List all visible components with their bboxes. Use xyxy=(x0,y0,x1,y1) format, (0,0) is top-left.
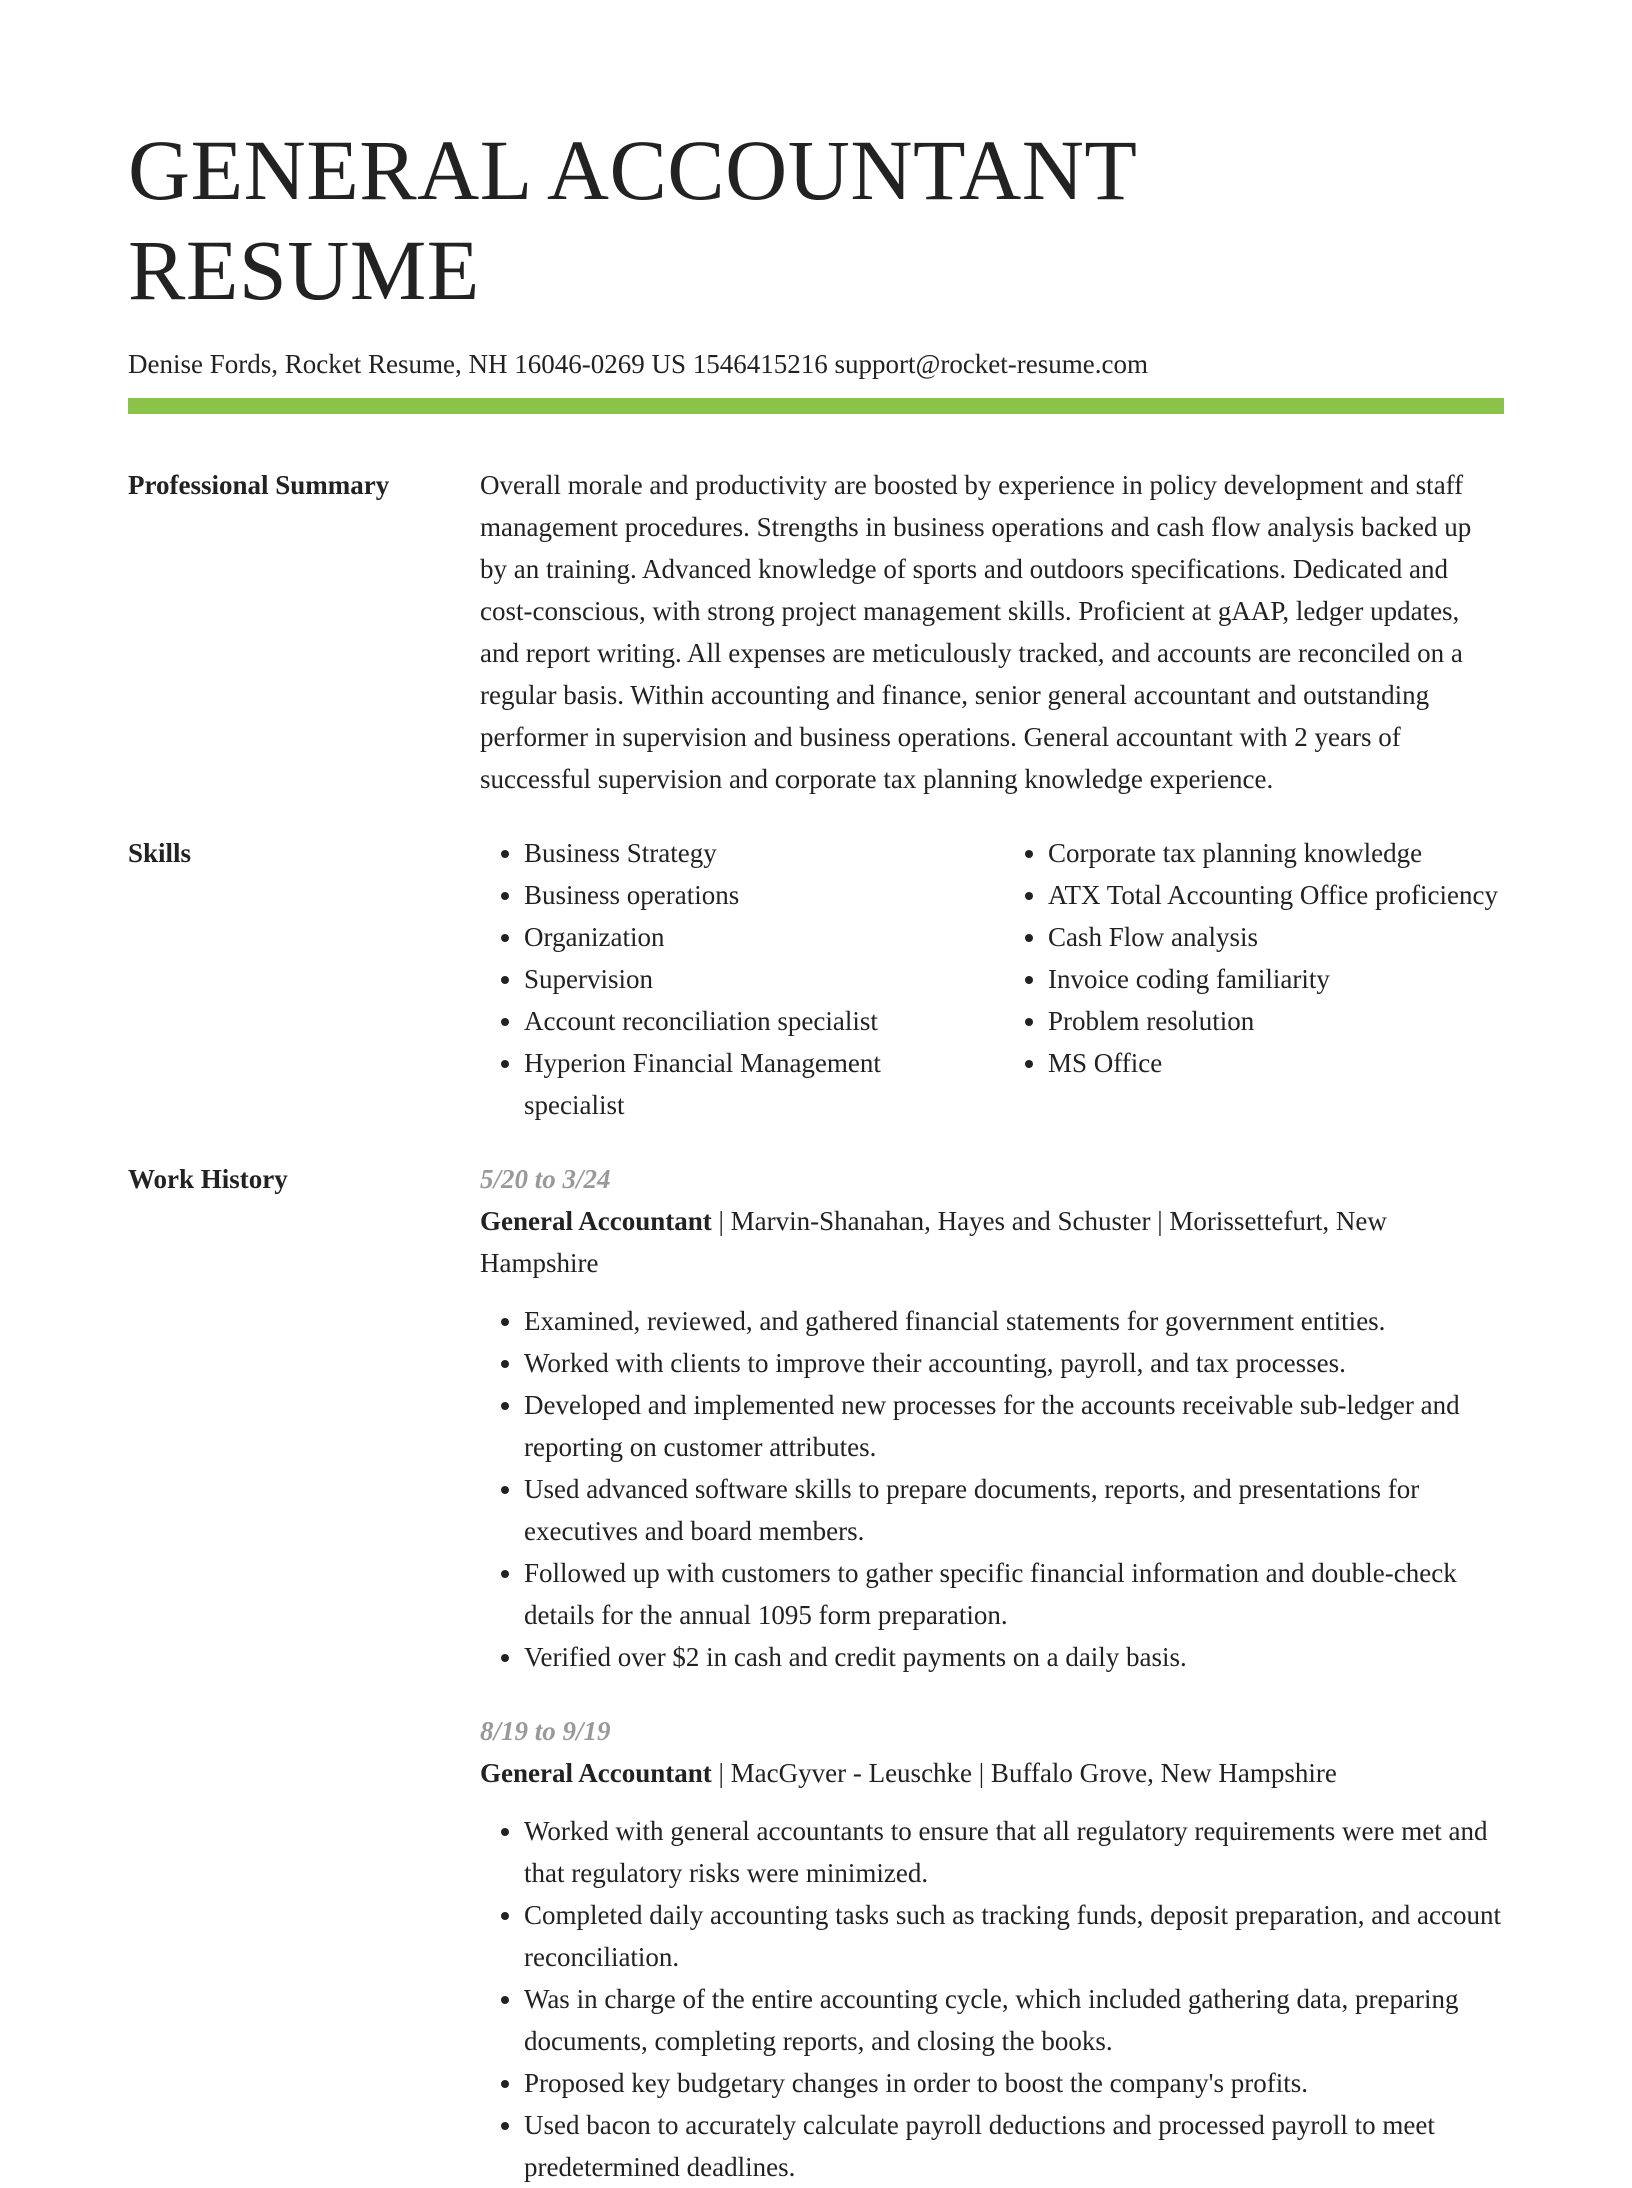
skill-item: • MS Office xyxy=(1048,1042,1508,1084)
summary-label: Professional Summary xyxy=(128,470,390,500)
job-bullet: • Examined, reviewed, and gathered financial statements for government entities. xyxy=(524,1300,1504,1342)
job-bullet: • Was in charge of the entire accounting cycle, which included gathering data, preparing documents, completing reports, and closing the books. xyxy=(524,1978,1504,2062)
job-dates: 5/20 to 3/24 xyxy=(480,1164,611,1194)
job-header xyxy=(480,1200,1504,1284)
job-entry xyxy=(480,1158,1504,1678)
job-details: | MacGyver - Leuschke | Buffalo Grove, New Hampshire xyxy=(711,1758,1337,1788)
contact-name: Denise Fords, xyxy=(128,349,278,379)
skill-item: • Hyperion Financial Management specialist xyxy=(524,1042,984,1126)
skill-item: • Account reconciliation specialist xyxy=(524,1000,984,1042)
skills-label: Skills xyxy=(128,838,192,868)
skill-item: • Problem resolution xyxy=(1048,1000,1508,1042)
skill-item: • Invoice coding familiarity xyxy=(1048,958,1508,1000)
job-bullet: • Followed up with customers to gather specific financial information and double-check details for the annual 1095 form preparation. xyxy=(524,1552,1504,1636)
contact-email: support@rocket-resume.com xyxy=(834,349,1148,379)
job-bullet: • Worked with general accountants to ensure that all regulatory requirements were met and that regulatory risks were minimized. xyxy=(524,1810,1504,1894)
job-bullet: • Worked with clients to improve their accounting, payroll, and tax processes. xyxy=(524,1342,1504,1384)
summary-text: Overall morale and productivity are boosted by experience in policy development and staff management procedures. Strengths in business operations and cash flow analysis backed up by an training. Advanced knowledge of sports and outdoors specifications. Dedicated and cost-conscious, with strong project management skills. Proficient at gAAP, ledger updates, and report writing. All expenses are meticulously tracked, and accounts are reconciled on a regular basis. Within accounting and finance, senior general accountant and outstanding performer in supervision and business operations. General accountant with 2 years of successful supervision and corporate tax planning knowledge experience. xyxy=(480,470,1472,794)
job-bullet: • Proposed key budgetary changes in order to boost the company's profits. xyxy=(524,2062,1504,2104)
job-bullets xyxy=(480,1300,1504,1678)
skill-item: • Organization xyxy=(524,916,984,958)
job-header xyxy=(480,1752,1504,1794)
work-history-label: Work History xyxy=(128,1164,288,1194)
skill-item: • ATX Total Accounting Office proficiency xyxy=(1048,874,1508,916)
job-bullet: • Developed and implemented new processes for the accounts receivable sub-ledger and reporting on customer attributes. xyxy=(524,1384,1504,1468)
skills-section xyxy=(128,832,1504,1126)
skills-list-right xyxy=(1004,832,1508,1126)
skill-item: • Supervision xyxy=(524,958,984,1000)
skill-item: • Business Strategy xyxy=(524,832,984,874)
contact-address: Rocket Resume, NH 16046-0269 US xyxy=(284,349,686,379)
skills-columns xyxy=(480,832,1504,1126)
job-bullet: • Verified over $2 in cash and credit payments on a daily basis. xyxy=(524,1636,1504,1678)
job-bullet: • Used advanced software skills to prepare documents, reports, and presentations for executives and board members. xyxy=(524,1468,1504,1552)
summary-section xyxy=(128,464,1504,800)
contact-phone: 1546415216 xyxy=(692,349,828,379)
work-history-section xyxy=(128,1158,1504,2188)
resume-page xyxy=(128,120,1504,2188)
job-bullet: • Used bacon to accurately calculate payroll deductions and processed payroll to meet predetermined deadlines. xyxy=(524,2104,1504,2188)
job-details: | Marvin-Shanahan, Hayes and Schuster | Morissettefurt, New Hampshire xyxy=(480,1206,1387,1278)
job-title: General Accountant xyxy=(480,1758,712,1788)
skill-item: • Business operations xyxy=(524,874,984,916)
job-bullets xyxy=(480,1810,1504,2188)
job-title: General Accountant xyxy=(480,1206,712,1236)
skill-item: • Cash Flow analysis xyxy=(1048,916,1508,958)
job-dates: 8/19 to 9/19 xyxy=(480,1716,611,1746)
job-entry xyxy=(480,1710,1504,2188)
header-divider xyxy=(128,398,1504,414)
skills-list-left xyxy=(480,832,984,1126)
skill-item: • Corporate tax planning knowledge xyxy=(1048,832,1508,874)
job-bullet: • Completed daily accounting tasks such as tracking funds, deposit preparation, and account reconciliation. xyxy=(524,1894,1504,1978)
resume-title: GENERAL ACCOUNTANT RESUME xyxy=(128,122,1136,318)
contact-line xyxy=(128,346,1504,382)
